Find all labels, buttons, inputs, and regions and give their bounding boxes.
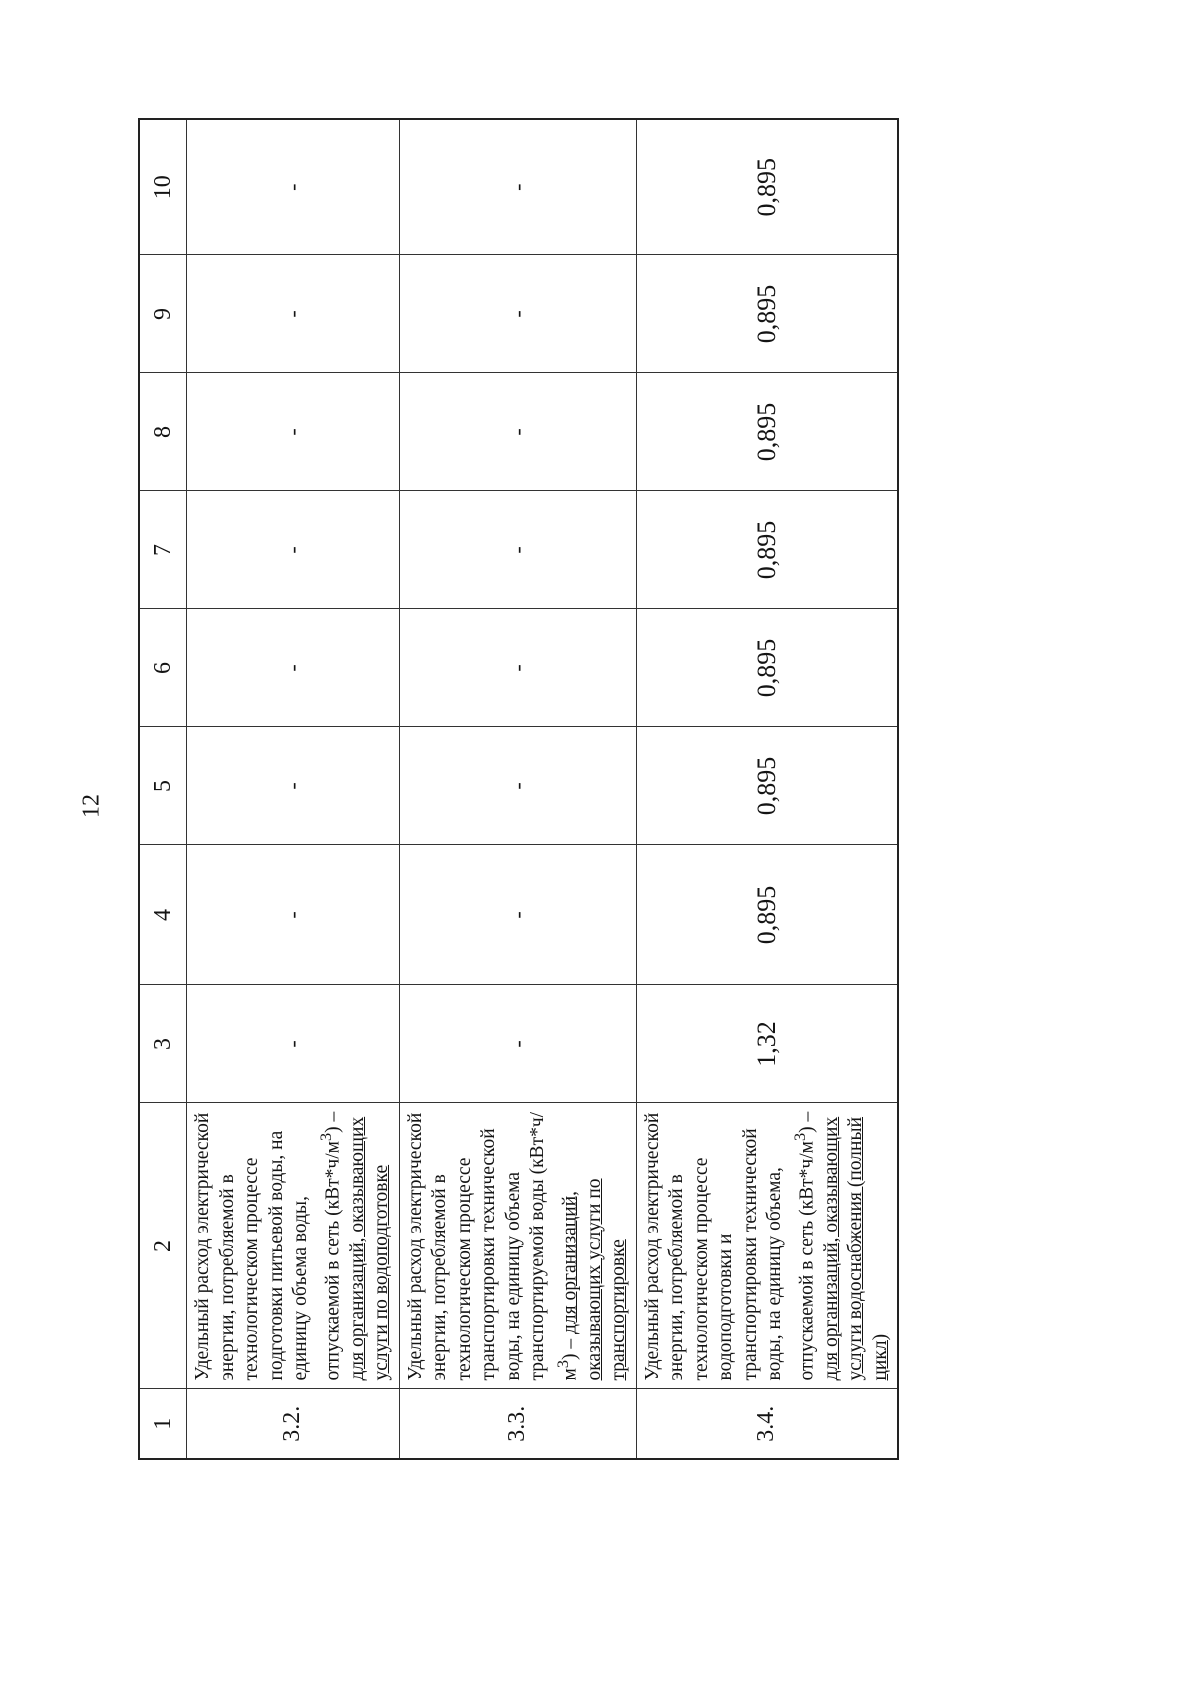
row-number-cell: 3.2. [187, 1389, 400, 1459]
value-cell: 0,895 [636, 373, 898, 491]
value-cell: - [187, 985, 400, 1103]
description-underlined-text: для организаций, оказывающих услуги по транспортировке [559, 1178, 629, 1381]
header-cell: 1 [139, 1389, 187, 1459]
header-cell: 7 [139, 491, 187, 609]
value-cell: - [187, 373, 400, 491]
data-table [138, 118, 899, 1460]
value-cell: - [399, 985, 636, 1103]
header-cell: 3 [139, 985, 187, 1103]
row-number-cell: 3.3. [399, 1389, 636, 1459]
description-text: Удельный расход электрической энергии, потребляемой в технологическом процессе подготовки питьевой воды, на единицу объема воды, отпускаемой в сеть (кВт*ч/м [192, 1112, 343, 1381]
row-description-cell [187, 1103, 400, 1389]
value-cell: 0,895 [636, 845, 898, 985]
value-cell: 0,895 [636, 491, 898, 609]
value-cell: - [399, 845, 636, 985]
value-cell: - [399, 609, 636, 727]
value-cell: - [187, 845, 400, 985]
superscript: 3 [553, 1360, 572, 1369]
value-cell: - [187, 727, 400, 845]
header-cell: 4 [139, 845, 187, 985]
superscript: 3 [790, 1132, 809, 1142]
value-cell: - [187, 255, 400, 373]
row-description-cell [636, 1103, 898, 1389]
value-cell: 1,32 [636, 985, 898, 1103]
description-text: Удельный расход электрической энергии, потребляемой в технологическом процессе транспортировки технической воды, на единицу объема транспортируемой воды (кВт*ч/м [404, 1111, 580, 1381]
value-cell: - [187, 609, 400, 727]
header-cell: 9 [139, 255, 187, 373]
value-cell: 0,895 [636, 609, 898, 727]
header-cell: 10 [139, 119, 187, 255]
header-cell: 2 [139, 1103, 187, 1389]
description-underlined-text: для организаций, оказывающих услуги по водоподготовке [346, 1116, 392, 1381]
page-number: 12 [78, 794, 105, 818]
description-underlined-text: для организаций, оказывающих услуги водоснабжения (полный цикл) [820, 1116, 891, 1381]
description-text: ) – [322, 1111, 343, 1133]
row-description-cell [399, 1103, 636, 1389]
header-cell: 6 [139, 609, 187, 727]
superscript: 3 [316, 1132, 335, 1142]
row-number-cell: 3.4. [636, 1389, 898, 1459]
description-text: Удельный расход электрической энергии, потребляемой в технологическом процессе водоподготовки и транспортировки технической воды, на единицу объема, отпускаемой в сеть (кВт*ч/м [641, 1112, 817, 1381]
header-row [139, 119, 187, 1459]
table-row [636, 119, 898, 1459]
value-cell: - [399, 727, 636, 845]
header-cell: 5 [139, 727, 187, 845]
value-cell: - [187, 491, 400, 609]
rotated-table-container [138, 120, 891, 1460]
value-cell: - [399, 373, 636, 491]
header-cell: 8 [139, 373, 187, 491]
value-cell: 0,895 [636, 727, 898, 845]
description-text: ) – [559, 1334, 580, 1361]
value-cell: - [399, 491, 636, 609]
value-cell: - [399, 119, 636, 255]
value-cell: 0,895 [636, 255, 898, 373]
value-cell: 0,895 [636, 119, 898, 255]
table-row [187, 119, 400, 1459]
value-cell: - [187, 119, 400, 255]
description-text: ) – [796, 1111, 817, 1133]
value-cell: - [399, 255, 636, 373]
table-row [399, 119, 636, 1459]
